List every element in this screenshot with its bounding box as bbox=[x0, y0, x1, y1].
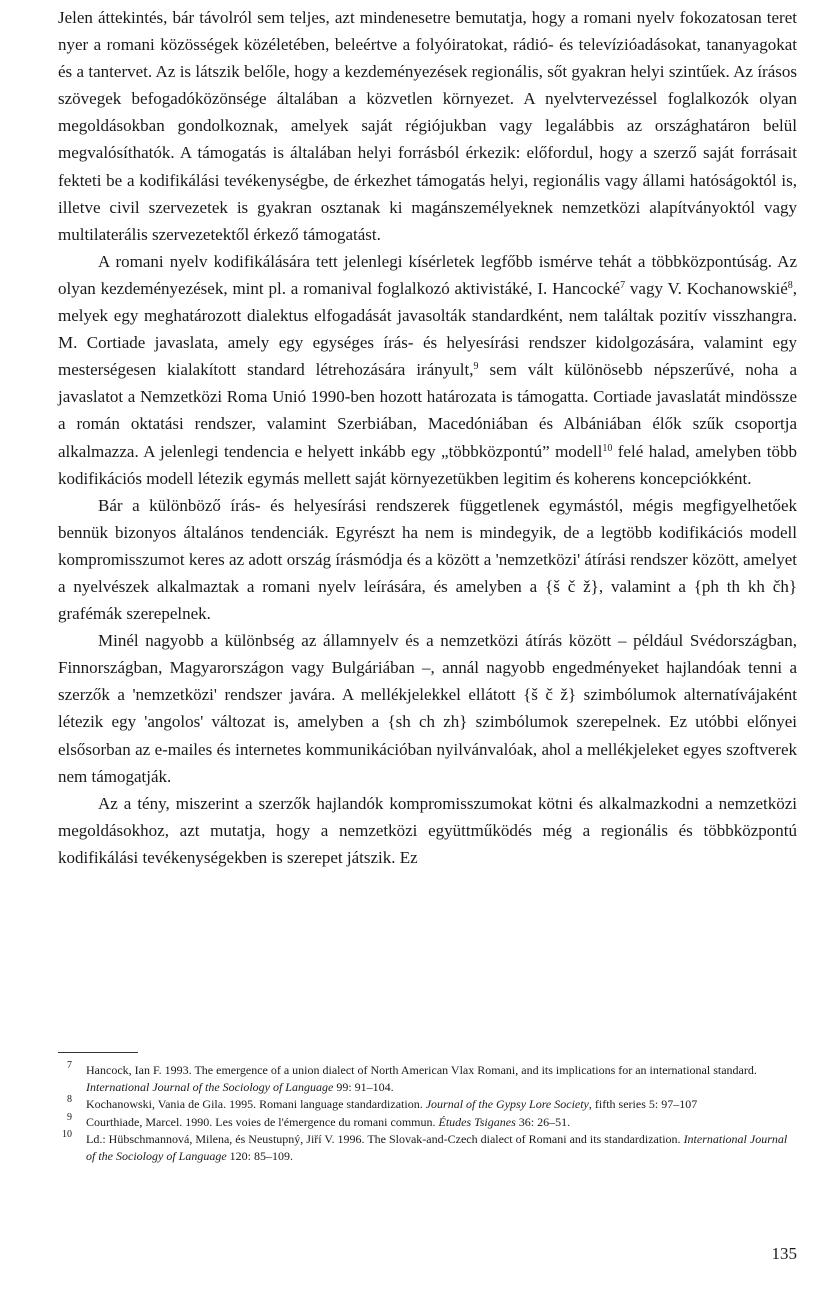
footnote-ref-7: 7 bbox=[620, 279, 626, 291]
paragraph-1: Jelen áttekintés, bár távolról sem teljes, azt mindenesetre bemutatja, hogy a romani nyelv fokozatosan teret nyer a romani közösségek közéletében, beleértve a folyóiratokat, rádió- és televízióadásokat, tananyagokat és a tantervet. Az is látszik belőle, hogy a kezdeményezések regionális, sőt gyakran helyi szintűek. Az írásos szövegek befogadóközönsége általában a közvetlen környezet. A nyelvtervezéssel foglalkozók olyan megoldásokban gondolkoznak, amelyek saját régiójukban vagy legalábbis az országhatáron belül megvalósíthatók. A támogatás is általában helyi forrásból érkezik: előfordul, hogy a szerző saját forrásait fekteti be a kodifikálási tevékenységbe, de érkezhet támogatás helyi, regionális vagy állami hatóságoktól is, illetve civil szervezetek is gyakran osztanak ki magánszemélyeknek nemzetközi alapítványoktól vagy multilaterális szervezetektől érkező támogatást. bbox=[58, 8, 797, 244]
body-text bbox=[58, 4, 797, 871]
page-number: 135 bbox=[771, 1244, 797, 1263]
footnote-ref-10: 10 bbox=[602, 442, 613, 454]
footnote-ref-8: 8 bbox=[787, 279, 793, 291]
footnote-7: 7 Hancock, Ian F. 1993. The emergence of a union dialect of North American Vlax Romani, and its implications for an international standard. International Journal of the Sociology of Language 99: 91–104. bbox=[67, 1060, 757, 1094]
paragraph-5: Az a tény, miszerint a szerzők hajlandók kompromisszumokat kötni és alkalmazkodni a nemzetközi megoldásokhoz, azt mutatja, hogy a nemzetközi együttműködés még a regionális és többközpontú kodifikálási tevékenységekben is szerepet játszik. Ez bbox=[58, 793, 797, 867]
footnote-ref-9: 9 bbox=[473, 361, 479, 373]
paragraph-4: Minél nagyobb a különbség az államnyelv és a nemzetközi átírás között – például Svédországban, Finnországban, Magyarországon vagy Bulgáriában –, annál nagyobb engedményeket hajlandóak tenni a szerzők a 'nemzetközi' rendszer javára. A mellékjelekkel ellátott {š č ž} szimbólumok alternatívájaként létezik egy 'angolos' változat is, amelyben a {sh ch zh} szimbólumok szerepelnek. Ez utóbbi előnyei elsősorban az e-mailes és internetes kommunikációban nyilvánvalóak, ahol a mellékjeleket egyes szoftverek nem támogatják. bbox=[58, 631, 797, 786]
footnote-8: 8 Kochanowski, Vania de Gila. 1995. Romani language standardization. Journal of the Gypsy Lore Society, fifth series 5: 97–107 bbox=[67, 1094, 698, 1111]
footnotes bbox=[58, 1062, 797, 1165]
paragraph-2: A romani nyelv kodifikálására tett jelenlegi kísérletek legfőbb ismérve tehát a többközpontúság. Az olyan kezdeményezések, mint pl. a romanival foglalkozó aktivistáké, I. Hancocké$^7$ vagy V. Kochanowskié$^8$, melyek egy meghatározott dialektus elfogadását javasolták standardként, nem találtak pozitív visszhangra. M. Cortiade javaslata, amely egy egységes írás- és helyesírási rendszer kidolgozására, valamint egy mesterségesen kialakított standard létrehozására irányult,$^9$ sem vált különösebb népszerűvé, noha a javaslatot a Nemzetközi Roma Unió 1990-ben hozott határozata is támogatta. Cortiade javaslatát mindössze a román oktatási rendszer, valamint Szerbiában, Macedóniában és Albániában élők szűk csoportja alkalmazza. A jelenlegi tendencia e helyett inkább egy „többközpontú” modell$^{10}$ felé halad, amelyben több kodifikációs modell létezik egymás mellett saját környezetükben legitim és koherens koncepciókként. bbox=[58, 251, 798, 488]
footnote-10: 10 Ld.: Hübschmannová, Milena, és Neustupný, Jiří V. 1996. The Slovak-and-Czech dialect of Romani and its standardization. International Journal of the Sociology of Language 120: 85–109. bbox=[62, 1129, 788, 1163]
footnote-9: 9 Courthiade, Marcel. 1990. Les voies de l'émergence du romani commun. Études Tsiganes 36: 26–51. bbox=[67, 1111, 571, 1129]
paragraph-3: Bár a különböző írás- és helyesírási rendszerek függetlenek egymástól, mégis megfigyelhetőek bennük bizonyos általános tendenciák. Egyrészt ha nem is mindegyik, de a legtöbb kodifikációs modell kompromisszumot keres az adott ország írásmódja és a között a 'nemzetközi' átírási rendszer között, amelyet a nyelvészek alkalmaztak a romani nyelv leírására, és amelyben a {š č ž}, valamint a {ph th kh čh} grafémák szerepelnek. bbox=[58, 495, 797, 624]
footnote-divider bbox=[58, 1052, 138, 1053]
